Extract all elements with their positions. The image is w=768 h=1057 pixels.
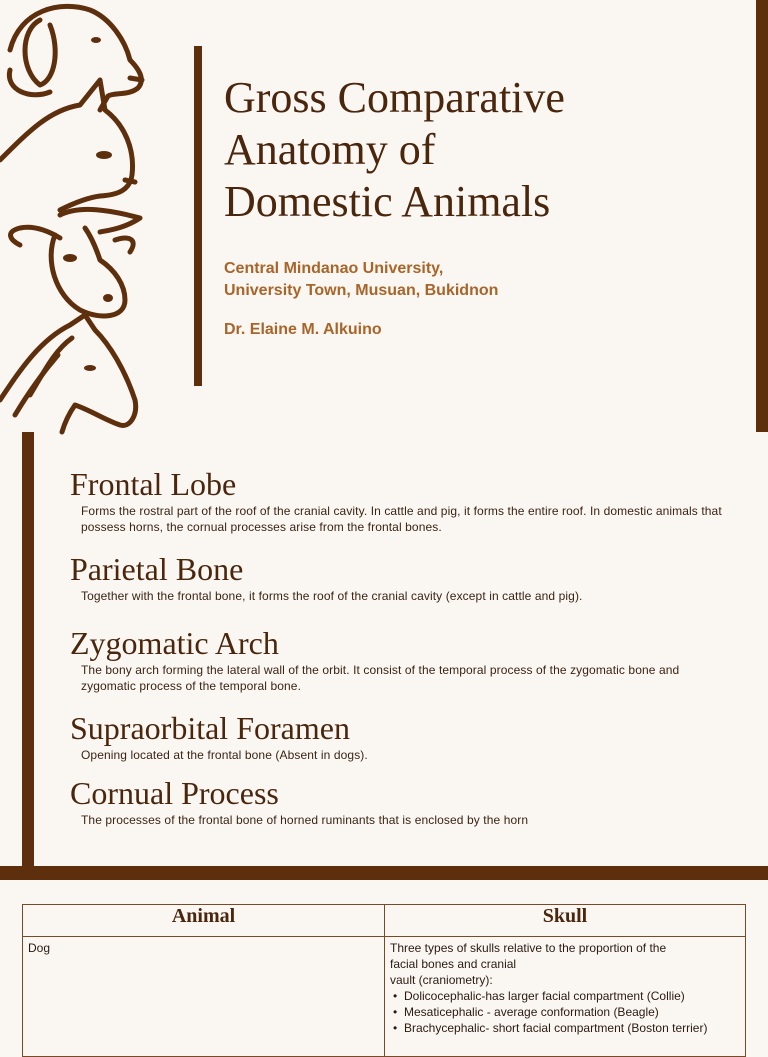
table-header-row [23, 905, 746, 937]
terms-slide [0, 432, 768, 866]
term-parietal-bone [70, 551, 730, 604]
skull-intro-line-2: facial bones and cranial [390, 957, 517, 971]
term-zygomatic-arch [70, 625, 730, 694]
list-item: • Mesaticephalic - average conformation (Beagle) [390, 1004, 740, 1020]
term-frontal-lobe [70, 466, 730, 535]
author-name: Dr. Elaine M. Alkuino [224, 321, 382, 338]
institution-line-1: Central Mindanao University, [224, 260, 444, 277]
skull-table [22, 904, 746, 1057]
term-description: Forms the rostral part of the roof of the cranial cavity. In cattle and pig, it forms the entire roof. In domestic animals that possess horns, the cornual processes arise from the frontal bones. [81, 504, 722, 534]
column-header-skull: Skull [385, 905, 746, 937]
list-item: • Brachycephalic- short facial compartment (Boston terrier) [390, 1020, 740, 1036]
term-description: Opening located at the frontal bone (Absent in dogs). [81, 748, 368, 762]
term-cornual-process [70, 775, 730, 828]
term-heading: Zygomatic Arch [70, 625, 279, 661]
left-accent-bar [22, 432, 34, 866]
title-line-2: Anatomy of [224, 125, 436, 174]
term-description: The bony arch forming the lateral wall of the orbit. It consist of the temporal process of the zygomatic bone and zygomatic process of the temporal bone. [81, 663, 680, 693]
skull-intro-line-1: Three types of skulls relative to the proportion of the [390, 941, 667, 955]
section-divider [0, 866, 768, 880]
right-accent-bar [756, 0, 768, 432]
title-slide [0, 0, 768, 432]
term-heading: Parietal Bone [70, 551, 244, 587]
term-heading: Frontal Lobe [70, 466, 237, 502]
term-heading: Supraorbital Foramen [70, 710, 350, 746]
title-line-1: Gross Comparative [224, 73, 565, 122]
skull-intro-line-3: vault (craniometry): [390, 973, 493, 987]
animal-silhouettes-illustration [0, 0, 160, 432]
cell-animal: Dog [23, 937, 385, 1057]
cell-skull [385, 937, 746, 1057]
institution [224, 258, 498, 302]
institution-line-2: University Town, Musuan, Bukidnon [224, 282, 499, 299]
column-header-animal: Animal [23, 905, 385, 937]
list-item: • Dolicocephalic-has larger facial compartment (Collie) [390, 988, 740, 1004]
term-description: The processes of the frontal bone of horned ruminants that is enclosed by the horn [81, 813, 529, 827]
title-accent-bar [194, 46, 202, 386]
term-description: Together with the frontal bone, it forms the roof of the cranial cavity (except in cattle and pig). [81, 589, 583, 603]
title-line-3: Domestic Animals [224, 177, 551, 226]
term-supraorbital-foramen [70, 710, 730, 763]
term-heading: Cornual Process [70, 775, 279, 811]
table-row [23, 937, 746, 1057]
skull-table-container [22, 904, 746, 1057]
skull-type-list [390, 988, 740, 1036]
page-title [224, 72, 744, 228]
